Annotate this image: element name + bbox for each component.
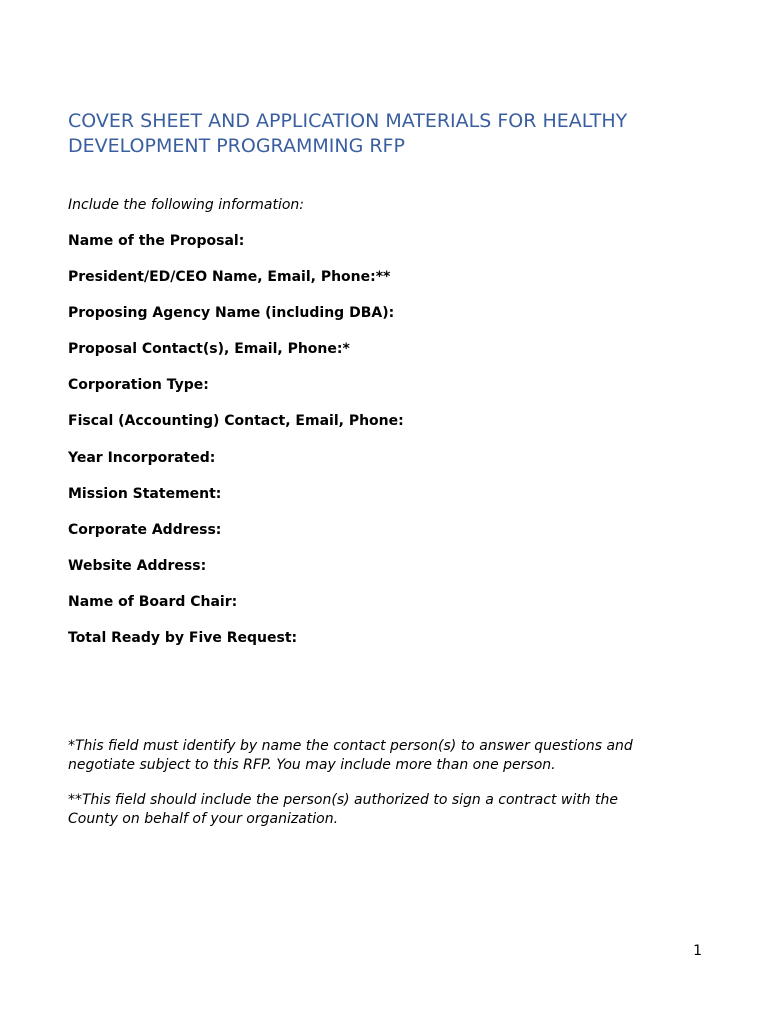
footnote-contact-line-2: negotiate subject to this RFP. You may include more than one person.	[68, 757, 556, 773]
field-corporation-type: Corporation Type:	[68, 377, 209, 394]
footnote-contact-line-1: *This field must identify by name the contact person(s) to answer questions and	[68, 738, 633, 754]
title-line-2: DEVELOPMENT PROGRAMMING RFP	[68, 135, 405, 157]
field-list	[68, 232, 404, 665]
field-total-request: Total Ready by Five Request:	[68, 630, 298, 647]
field-corporate-address: Corporate Address:	[68, 521, 222, 538]
field-president-contact: President/ED/CEO Name, Email, Phone:**	[68, 269, 391, 286]
footnote-signatory	[68, 791, 708, 829]
field-name-of-proposal: Name of the Proposal:	[68, 233, 245, 249]
field-proposal-contact: Proposal Contact(s), Email, Phone:*	[68, 341, 350, 358]
footnote-signatory-line-2: County on behalf of your organization.	[68, 811, 339, 827]
field-website-address: Website Address:	[68, 557, 207, 574]
intro-text: Include the following information:	[68, 197, 304, 213]
footnote-contact	[68, 737, 708, 775]
field-mission-statement: Mission Statement:	[68, 485, 222, 502]
document-title	[68, 109, 708, 159]
page-number: 1	[693, 943, 702, 959]
field-year-incorporated: Year Incorporated:	[68, 449, 216, 466]
footnote-signatory-line-1: **This field should include the person(s) authorized to sign a contract with the	[68, 792, 619, 808]
field-fiscal-contact: Fiscal (Accounting) Contact, Email, Phone:	[68, 413, 404, 430]
title-line-1: COVER SHEET AND APPLICATION MATERIALS FOR HEALTHY	[68, 110, 628, 132]
field-board-chair: Name of Board Chair:	[68, 593, 238, 610]
field-agency-name: Proposing Agency Name (including DBA):	[68, 305, 395, 322]
